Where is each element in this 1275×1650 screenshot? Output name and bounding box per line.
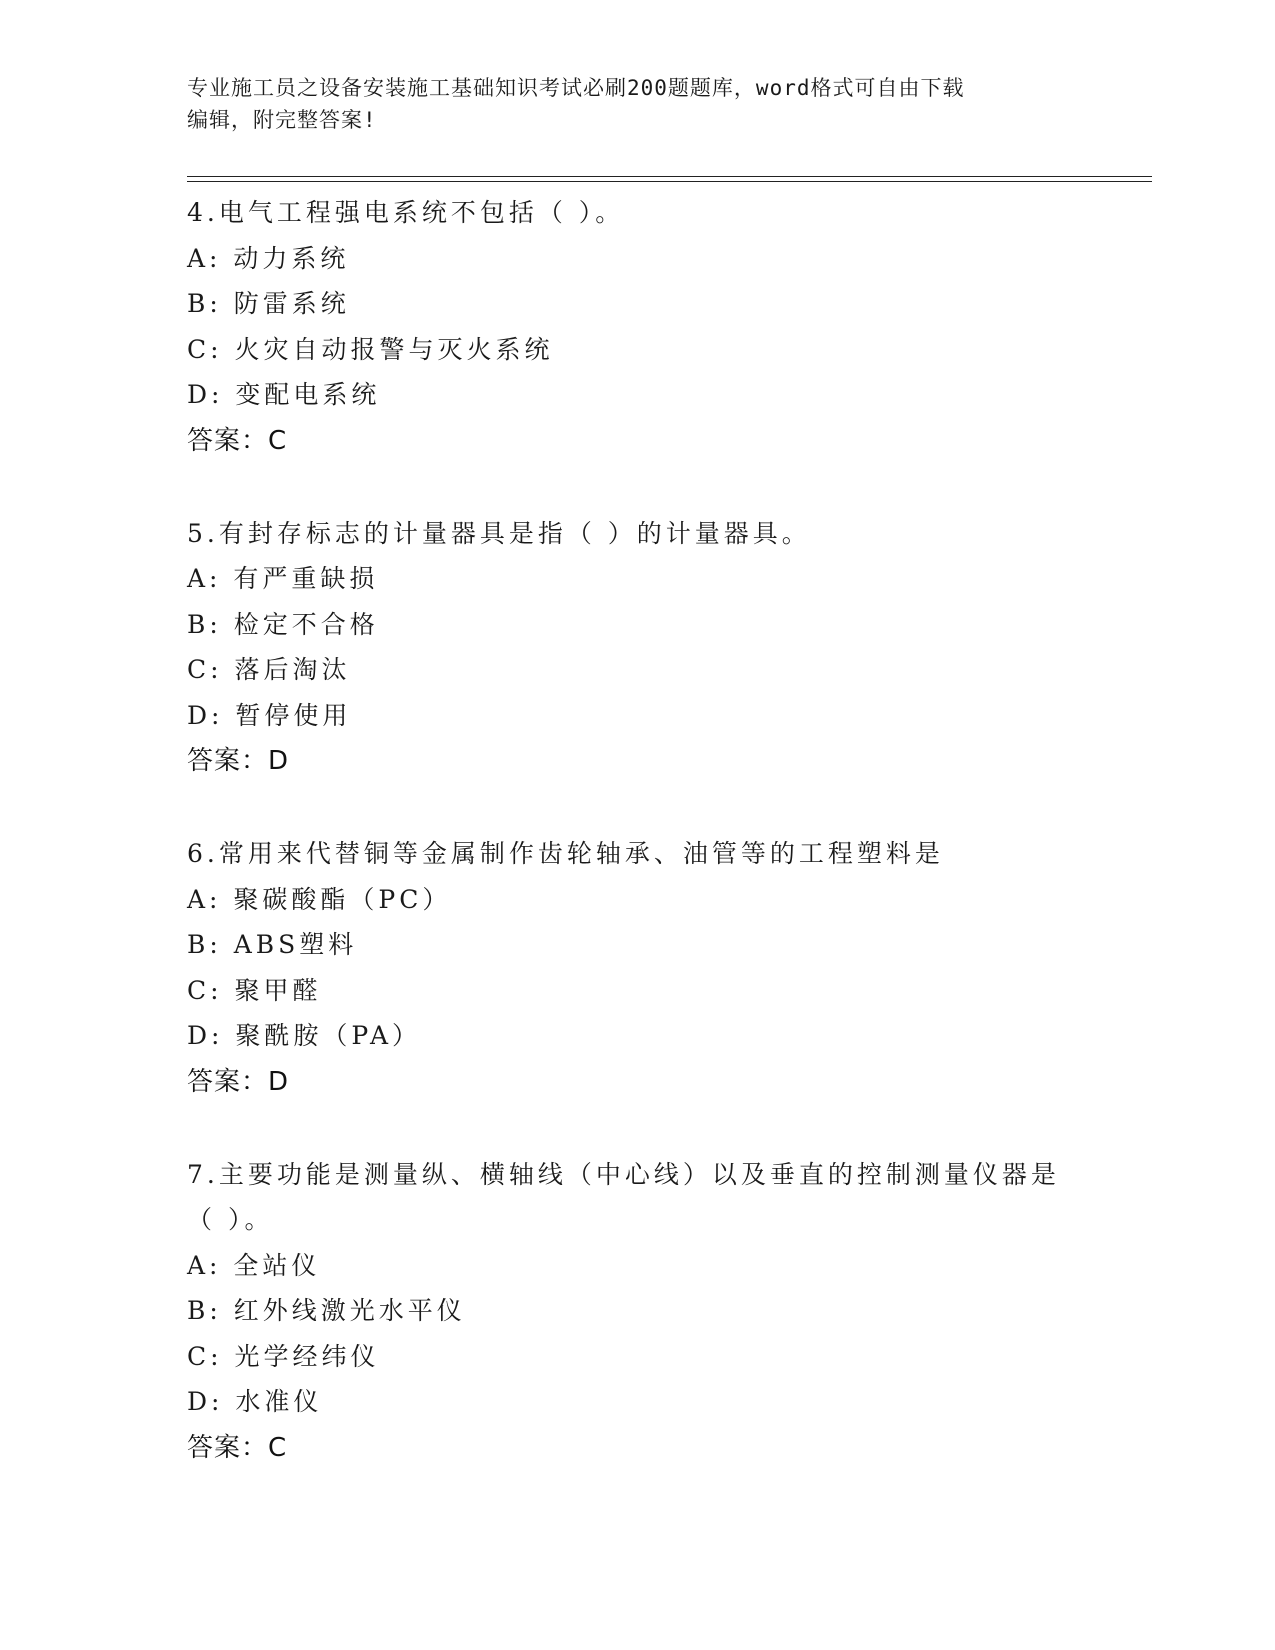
option-b: B: ABS塑料: [187, 930, 358, 959]
header-title-line-1: 专业施工员之设备安装施工基础知识考试必刷200题题库，word格式可自由下载: [187, 76, 965, 100]
question-stem: 6.常用来代替铜等金属制作齿轮轴承、油管等的工程塑料是: [187, 839, 944, 868]
option-c: C: 光学经纬仪: [187, 1341, 380, 1371]
option-d: D: 水准仪: [187, 1387, 323, 1416]
answer: 答案：D: [187, 1066, 290, 1097]
option-c: C: 聚甲醛: [187, 975, 322, 1005]
question-7: [187, 1152, 1147, 1471]
question-4: [187, 190, 1147, 464]
header-title-line-2: 编辑，附完整答案!: [187, 108, 377, 132]
option-a: A: 聚碳酸酯（PC）: [187, 884, 452, 914]
option-d: D: 变配电系统: [187, 380, 381, 409]
option-a: A: 动力系统: [187, 243, 350, 273]
question-list: [187, 190, 1147, 1518]
question-stem-continued: （ ）。: [187, 1205, 274, 1234]
option-b: B: 红外线激光水平仪: [187, 1296, 466, 1325]
option-c: C: 落后淘汰: [187, 655, 351, 684]
answer: 答案：D: [187, 746, 290, 776]
option-a: A: 有严重缺损: [187, 564, 379, 593]
question-5: [187, 511, 1147, 785]
option-d: D: 聚酰胺（PA）: [187, 1021, 421, 1050]
document-header: [187, 72, 1067, 136]
question-stem: 4.电气工程强电系统不包括（ ）。: [187, 198, 625, 227]
header-divider-top: [187, 176, 1152, 177]
option-b: B: 检定不合格: [187, 609, 379, 639]
option-d: D: 暂停使用: [187, 700, 352, 730]
option-a: A: 全站仪: [187, 1250, 321, 1280]
question-stem: 5.有封存标志的计量器具是指（ ）的计量器具。: [187, 518, 811, 548]
option-c: C: 火灾自动报警与灭火系统: [187, 334, 554, 364]
answer: 答案：C: [187, 1432, 288, 1463]
option-b: B: 防雷系统: [187, 289, 350, 318]
question-stem: 7.主要功能是测量纵、横轴线（中心线）以及垂直的控制测量仪器是: [187, 1159, 1060, 1189]
header-divider-bottom: [187, 181, 1152, 182]
answer: 答案：C: [187, 425, 288, 456]
question-6: [187, 831, 1147, 1105]
